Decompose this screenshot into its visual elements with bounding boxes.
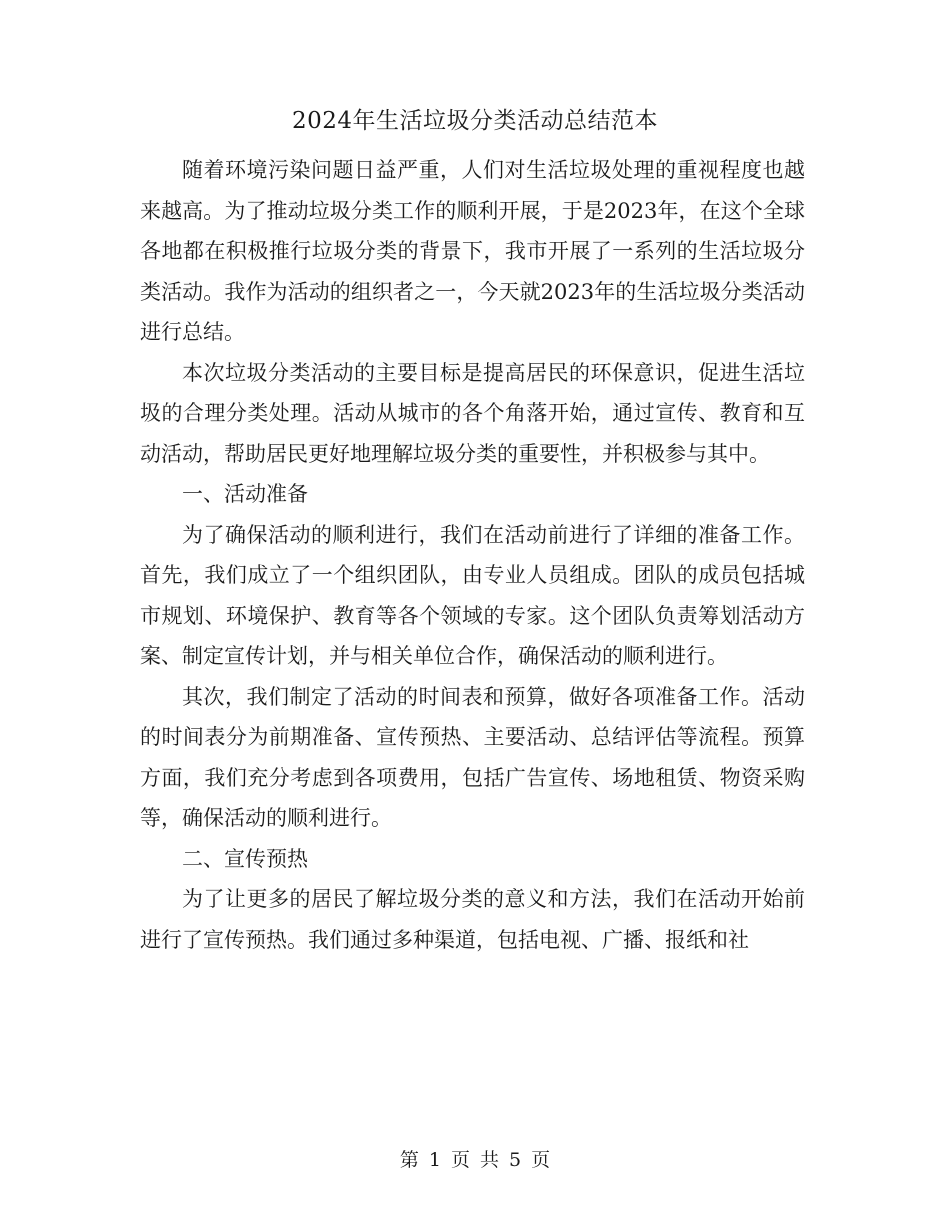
paragraph-publicity: 为了让更多的居民了解垃圾分类的意义和方法，我们在活动开始前进行了宣传预热。我们通过多种渠道，包括电视、广播、报纸和社: [140, 887, 805, 952]
paragraph-intro: 随着环境污染问题日益严重，人们对生活垃圾处理的重视程度也越来越高。为了推动垃圾分类工作的顺利开展，于是2023年，在这个全球各地都在积极推行垃圾分类的背景下，我市开展了一系列的生活垃圾分类活动。我作为活动的组织者之一，今天就2023年的生活垃圾分类活动进行总结。: [140, 158, 805, 344]
section-heading-publicity: 二、宣传预热: [182, 846, 308, 871]
paragraph-preparation-team: 为了确保活动的顺利进行，我们在活动前进行了详细的准备工作。首先，我们成立了一个组织团队，由专业人员组成。团队的成员包括城市规划、环境保护、教育等各个领域的专家。这个团队负责筹划活动方案、制定宣传计划，并与相关单位合作，确保活动的顺利进行。: [140, 522, 805, 668]
page-footer: 第 1 页 共 5 页: [399, 1149, 551, 1171]
document-body: [140, 150, 805, 960]
paragraph-preparation-schedule: 其次，我们制定了活动的时间表和预算，做好各项准备工作。活动的时间表分为前期准备、宣传预热、主要活动、总结评估等流程。预算方面，我们充分考虑到各项费用，包括广告宣传、场地租赁、物资采购等，确保活动的顺利进行。: [140, 684, 805, 830]
section-heading-preparation: 一、活动准备: [182, 482, 308, 506]
document-title: 2024年生活垃圾分类活动总结范本: [291, 108, 659, 134]
paragraph-goal: 本次垃圾分类活动的主要目标是提高居民的环保意识，促进生活垃圾的合理分类处理。活动从城市的各个角落开始，通过宣传、教育和互动活动，帮助居民更好地理解垃圾分类的重要性，并积极参与其中。: [140, 360, 805, 466]
